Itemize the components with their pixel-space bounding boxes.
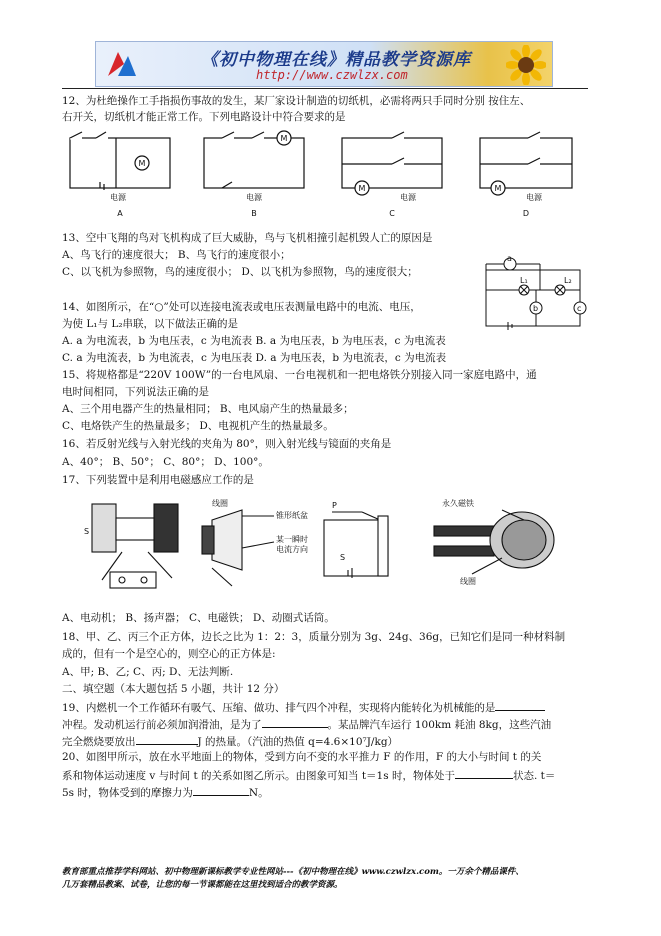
q17-device-motor bbox=[92, 504, 178, 588]
q19-blank-1[interactable] bbox=[495, 699, 545, 711]
svg-text:线圈: 线圈 bbox=[212, 499, 228, 508]
q17-device-microphone bbox=[434, 510, 554, 574]
q19-line3: 完全燃烧要放出 J 的热量。（汽油的热值 q=4.6×10⁷J/kg） bbox=[62, 733, 398, 749]
q20-blank-2[interactable] bbox=[193, 784, 249, 796]
site-logo-icon bbox=[104, 46, 140, 82]
q17-options: A、电动机； B、扬声器； C、电磁铁； D、动圈式话筒。 bbox=[62, 612, 335, 624]
svg-text:S: S bbox=[340, 553, 346, 562]
q12-line1: 12、为杜绝操作工手指损伤事故的发生，某厂家设计制造的切纸机，必需将两只手同时分别 按住左、 bbox=[62, 95, 531, 107]
q17-devices-figure bbox=[62, 490, 602, 602]
q15-line2: 电时间相同，下列说法正确的是 bbox=[62, 386, 209, 398]
footer-line2: 几万套精品教案、试卷，让您的每一节课都能在这里找到适合的教学资源。 bbox=[62, 880, 343, 890]
q13-options-ab: A、鸟飞行的速度很大； B、鸟飞行的速度很小； bbox=[62, 249, 291, 261]
header-banner bbox=[95, 41, 553, 87]
q14-label-b: b bbox=[533, 304, 539, 313]
q14-label-a: a bbox=[507, 254, 512, 263]
sunflower-icon bbox=[506, 45, 546, 85]
svg-text:电源: 电源 bbox=[526, 193, 542, 202]
q12-circuit-b bbox=[204, 131, 304, 188]
svg-text:M: M bbox=[358, 184, 366, 193]
q14-options-ab: A. a 为电流表，b 为电压表，c 为电流表 B. a 为电压表，b 为电压表，c 为电流表 bbox=[62, 335, 446, 347]
q14-label-c: c bbox=[577, 304, 582, 313]
svg-text:某一瞬时: 某一瞬时 bbox=[276, 535, 308, 544]
q15-line1: 15、将规格都是“220V 100W”的一台电风扇、一台电视机和一把电烙铁分别接入同一家庭电路中，通 bbox=[62, 369, 537, 381]
svg-text:M: M bbox=[138, 159, 146, 168]
q14-label-l1: L₁ bbox=[520, 276, 528, 285]
q12-circuit-c bbox=[342, 132, 442, 195]
svg-text:S: S bbox=[84, 527, 90, 536]
q20-line1: 20、如图甲所示，放在水平地面上的物体，受到方向不变的水平推力 F 的作用，F 的大小与时间 t 的关 bbox=[62, 751, 542, 763]
q14-circuit-figure bbox=[480, 252, 588, 334]
svg-text:M: M bbox=[280, 134, 288, 143]
svg-text:A: A bbox=[117, 209, 123, 218]
q12-circuit-figure bbox=[62, 128, 582, 220]
svg-text:锥形纸盆: 锥形纸盆 bbox=[276, 511, 308, 520]
svg-text:电源: 电源 bbox=[110, 193, 126, 202]
q20-line2: 系和物体运动速度 v 与时间 t 的关系如图乙所示。由图象可知当 t＝1s 时，物体处于 状态. t＝ bbox=[62, 767, 555, 783]
q13-options-cd: C、以飞机为参照物，鸟的速度很小； D、以飞机为参照物，鸟的速度很大； bbox=[62, 266, 418, 278]
q18-options: A、甲; B、乙; C、丙; D、无法判断. bbox=[62, 666, 234, 678]
svg-text:P: P bbox=[332, 501, 337, 510]
svg-text:C: C bbox=[389, 209, 395, 218]
q17-line1: 17、下列装置中是利用电磁感应工作的是 bbox=[62, 474, 254, 486]
q20-line3: 5s 时，物体受到的摩擦力为 N。 bbox=[62, 784, 269, 800]
q15-options-cd: C、电烙铁产生的热量最多； D、电视机产生的热量最多。 bbox=[62, 420, 334, 432]
q14-label-l2: L₂ bbox=[564, 276, 572, 285]
q15-options-ab: A、三个用电器产生的热量相同； B、电风扇产生的热量最多； bbox=[62, 403, 354, 415]
header-rule bbox=[62, 88, 588, 89]
svg-text:电源: 电源 bbox=[246, 193, 262, 202]
q17-device-electromagnet bbox=[324, 512, 388, 578]
q19-line2: 冲程。发动机运行前必须加润滑油，是为了 。某品牌汽车运行 100km 耗油 8kg，这些汽油 bbox=[62, 716, 551, 732]
q16-options: A、40°； B、50°； C、80°； D、100°。 bbox=[62, 456, 269, 468]
q12-line2: 右开关，切纸机才能正常工作。下列电路设计中符合要求的是 bbox=[62, 111, 346, 123]
q14-options-cd: C. a 为电流表，b 为电流表，c 为电压表 D. a 为电压表，b 为电流表，c 为电流表 bbox=[62, 352, 447, 364]
q16-line1: 16、若反射光线与入射光线的夹角为 80°，则入射光线与镜面的夹角是 bbox=[62, 438, 392, 450]
footer-line1: 教育部重点推荐学科网站、初中物理新课标教学专业性网站---《初中物理在线》www.czwlzx.com。一万余个精品课件、 bbox=[62, 867, 524, 877]
svg-text:D: D bbox=[522, 209, 530, 218]
q12-circuit-a bbox=[70, 132, 170, 190]
q19-line1: 19、内燃机一个工作循环有吸气、压缩、做功、排气四个冲程，实现将内能转化为机械能的是 bbox=[62, 699, 545, 715]
svg-text:B: B bbox=[251, 209, 257, 218]
banner-url[interactable]: http://www.czwlzx.com bbox=[256, 68, 408, 82]
q13-line1: 13、空中飞翔的鸟对飞机构成了巨大威胁，鸟与飞机相撞引起机毁人亡的原因是 bbox=[62, 232, 433, 244]
svg-text:电流方向: 电流方向 bbox=[276, 545, 308, 554]
q18-line2: 成的，但有一个是空心的，则空心的正方体是: bbox=[62, 648, 276, 660]
svg-text:永久磁铁: 永久磁铁 bbox=[442, 499, 474, 508]
q14-line2: 为使 L₁与 L₂串联，以下做法正确的是 bbox=[62, 318, 239, 330]
section-2-heading: 二、填空题（本大题包括 5 小题，共计 12 分） bbox=[62, 683, 285, 695]
q18-line1: 18、甲、乙、丙三个正方体，边长之比为 1：2：3，质量分别为 3g、24g、36g，已知它们是同一种材料制 bbox=[62, 631, 566, 643]
banner-title: 《初中物理在线》精品教学资源库 bbox=[201, 50, 471, 70]
q20-blank-1[interactable] bbox=[455, 767, 513, 779]
svg-text:M: M bbox=[494, 184, 502, 193]
svg-text:线圈: 线圈 bbox=[460, 577, 476, 586]
q19-blank-3[interactable] bbox=[136, 733, 198, 745]
svg-text:电源: 电源 bbox=[400, 193, 416, 202]
q19-blank-2[interactable] bbox=[262, 716, 328, 728]
q17-device-speaker bbox=[202, 510, 274, 586]
q14-line1: 14、如图所示，在“○”处可以连接电流表或电压表测量电路中的电流、电压， bbox=[62, 301, 421, 313]
